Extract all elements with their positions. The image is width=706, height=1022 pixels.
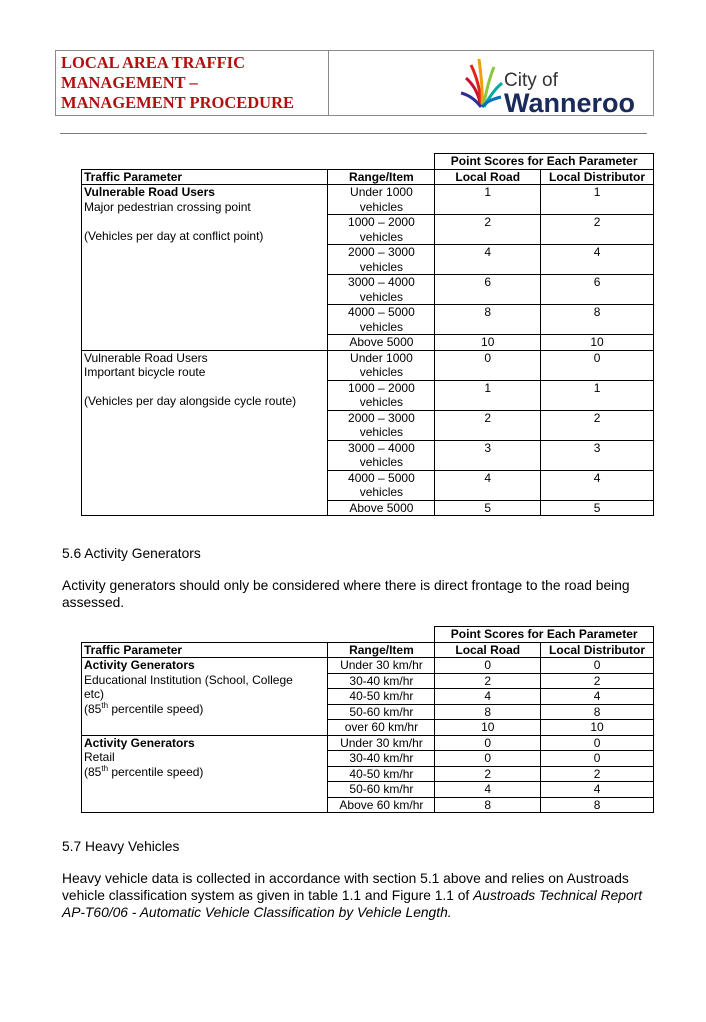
table-row xyxy=(82,735,654,751)
local-road-score: 10 xyxy=(435,720,541,736)
range-cell: 50-60 km/hr xyxy=(328,704,435,720)
local-distributor-score: 2 xyxy=(541,215,654,245)
wanneroo-logo-icon xyxy=(329,51,654,115)
points-group-header: Point Scores for Each Parameter xyxy=(435,154,654,170)
local-road-score: 8 xyxy=(435,305,541,335)
table-row xyxy=(82,658,654,674)
local-road-score: 2 xyxy=(435,766,541,782)
parameter-cell xyxy=(82,185,328,351)
vulnerable-road-users-table xyxy=(81,153,654,516)
local-road-score: 1 xyxy=(435,380,541,410)
range-cell: Under 30 km/hr xyxy=(328,735,435,751)
table-row xyxy=(82,350,654,380)
parameter-note: (Vehicles per day at conflict point) xyxy=(84,228,264,243)
local-road-score: 4 xyxy=(435,470,541,500)
local-road-score: 0 xyxy=(435,350,541,380)
local-distributor-score: 0 xyxy=(541,735,654,751)
range-cell: 40-50 km/hr xyxy=(328,689,435,705)
local-distributor-score: 2 xyxy=(541,766,654,782)
header-divider xyxy=(60,133,647,134)
column-header-local-road: Local Road xyxy=(435,169,541,185)
range-cell: 3000 – 4000 vehicles xyxy=(328,440,435,470)
title-line-1: LOCAL AREA TRAFFIC xyxy=(61,53,245,72)
range-cell: 3000 – 4000 vehicles xyxy=(328,275,435,305)
column-header-range: Range/Item xyxy=(328,169,435,185)
local-road-score: 4 xyxy=(435,689,541,705)
range-cell: 2000 – 3000 vehicles xyxy=(328,245,435,275)
local-road-score: 8 xyxy=(435,797,541,813)
range-cell: 40-50 km/hr xyxy=(328,766,435,782)
range-cell: 50-60 km/hr xyxy=(328,782,435,798)
local-road-score: 0 xyxy=(435,735,541,751)
local-distributor-score: 0 xyxy=(541,350,654,380)
parameter-title: Vulnerable Road Users xyxy=(84,350,208,365)
parameter-note: (85th percentile speed) xyxy=(84,763,204,779)
parameter-subtitle: Educational Institution (School, College etc) xyxy=(84,672,293,701)
local-road-score: 2 xyxy=(435,410,541,440)
column-header-parameter: Traffic Parameter xyxy=(82,169,328,185)
local-distributor-score: 3 xyxy=(541,440,654,470)
local-distributor-score: 8 xyxy=(541,704,654,720)
city-logo xyxy=(329,51,653,115)
column-header-range: Range/Item xyxy=(328,642,435,658)
local-road-score: 1 xyxy=(435,185,541,215)
range-cell: Above 5000 xyxy=(328,335,435,351)
table-row xyxy=(82,185,654,215)
parameter-cell xyxy=(82,350,328,516)
local-distributor-score: 4 xyxy=(541,470,654,500)
parameter-title: Vulnerable Road Users xyxy=(84,185,215,199)
range-cell: Above 60 km/hr xyxy=(328,797,435,813)
local-distributor-score: 8 xyxy=(541,305,654,335)
parameter-subtitle: Retail xyxy=(84,750,115,764)
title-line-3: MANAGEMENT PROCEDURE xyxy=(61,93,294,112)
local-distributor-score: 4 xyxy=(541,689,654,705)
range-cell: 4000 – 5000 vehicles xyxy=(328,305,435,335)
column-header-local-road: Local Road xyxy=(435,642,541,658)
local-distributor-score: 0 xyxy=(541,751,654,767)
local-distributor-score: 10 xyxy=(541,335,654,351)
range-cell: Above 5000 xyxy=(328,500,435,516)
local-distributor-score: 4 xyxy=(541,245,654,275)
section-heading-5-7: 5.7 Heavy Vehicles xyxy=(62,839,180,854)
parameter-cell xyxy=(82,735,328,813)
section-text-italic: Austroads Technical Report AP-T60/06 - Automatic Vehicle Classification by Vehicle Length. xyxy=(62,888,643,920)
local-road-score: 5 xyxy=(435,500,541,516)
local-distributor-score: 10 xyxy=(541,720,654,736)
column-header-local-distributor: Local Distributor xyxy=(541,169,654,185)
range-cell: 2000 – 3000 vehicles xyxy=(328,410,435,440)
title-line-2: MANAGEMENT – xyxy=(61,73,198,92)
parameter-note: (85th percentile speed) xyxy=(84,700,204,716)
range-cell: 30-40 km/hr xyxy=(328,751,435,767)
parameter-title: Activity Generators xyxy=(84,735,195,750)
local-distributor-score: 2 xyxy=(541,673,654,689)
local-road-score: 2 xyxy=(435,673,541,689)
local-distributor-score: 0 xyxy=(541,658,654,674)
range-cell: 1000 – 2000 vehicles xyxy=(328,380,435,410)
parameter-subtitle: Major pedestrian crossing point xyxy=(84,199,251,214)
parameter-subtitle: Important bicycle route xyxy=(84,365,206,379)
local-distributor-score: 1 xyxy=(541,185,654,215)
range-cell: 30-40 km/hr xyxy=(328,673,435,689)
parameter-title: Activity Generators xyxy=(84,658,195,672)
local-road-score: 6 xyxy=(435,275,541,305)
points-group-header: Point Scores for Each Parameter xyxy=(435,627,654,643)
range-cell: 4000 – 5000 vehicles xyxy=(328,470,435,500)
local-road-score: 0 xyxy=(435,658,541,674)
local-distributor-score: 8 xyxy=(541,797,654,813)
page-header xyxy=(55,50,654,116)
range-cell: Under 30 km/hr xyxy=(328,658,435,674)
range-cell: Under 1000 vehicles xyxy=(328,350,435,380)
column-header-parameter: Traffic Parameter xyxy=(82,642,328,658)
section-heading-5-6: 5.6 Activity Generators xyxy=(62,546,201,561)
document-title xyxy=(56,51,329,115)
local-distributor-score: 5 xyxy=(541,500,654,516)
logo-city-text: City of xyxy=(504,70,558,91)
range-cell: over 60 km/hr xyxy=(328,720,435,736)
local-distributor-score: 6 xyxy=(541,275,654,305)
activity-generators-table xyxy=(81,626,654,813)
local-distributor-score: 4 xyxy=(541,782,654,798)
column-header-local-distributor: Local Distributor xyxy=(541,642,654,658)
local-road-score: 2 xyxy=(435,215,541,245)
parameter-cell xyxy=(82,658,328,736)
logo-name-text: Wanneroo xyxy=(504,88,635,115)
local-distributor-score: 1 xyxy=(541,380,654,410)
local-road-score: 4 xyxy=(435,245,541,275)
section-text-5-6: Activity generators should only be considered where there is direct frontage to the road being assessed. xyxy=(62,578,630,610)
section-text-5-7 xyxy=(62,870,662,921)
range-cell: Under 1000 vehicles xyxy=(328,185,435,215)
local-road-score: 4 xyxy=(435,782,541,798)
local-road-score: 8 xyxy=(435,704,541,720)
local-distributor-score: 2 xyxy=(541,410,654,440)
section-text-plain: Heavy vehicle data is collected in accordance with section 5.1 above and relies on Austroads vehicle classification system as given in table 1.1 and Figure 1.1 of xyxy=(62,871,629,903)
range-cell: 1000 – 2000 vehicles xyxy=(328,215,435,245)
local-road-score: 3 xyxy=(435,440,541,470)
parameter-note: (Vehicles per day alongside cycle route) xyxy=(84,394,297,408)
local-road-score: 0 xyxy=(435,751,541,767)
local-road-score: 10 xyxy=(435,335,541,351)
